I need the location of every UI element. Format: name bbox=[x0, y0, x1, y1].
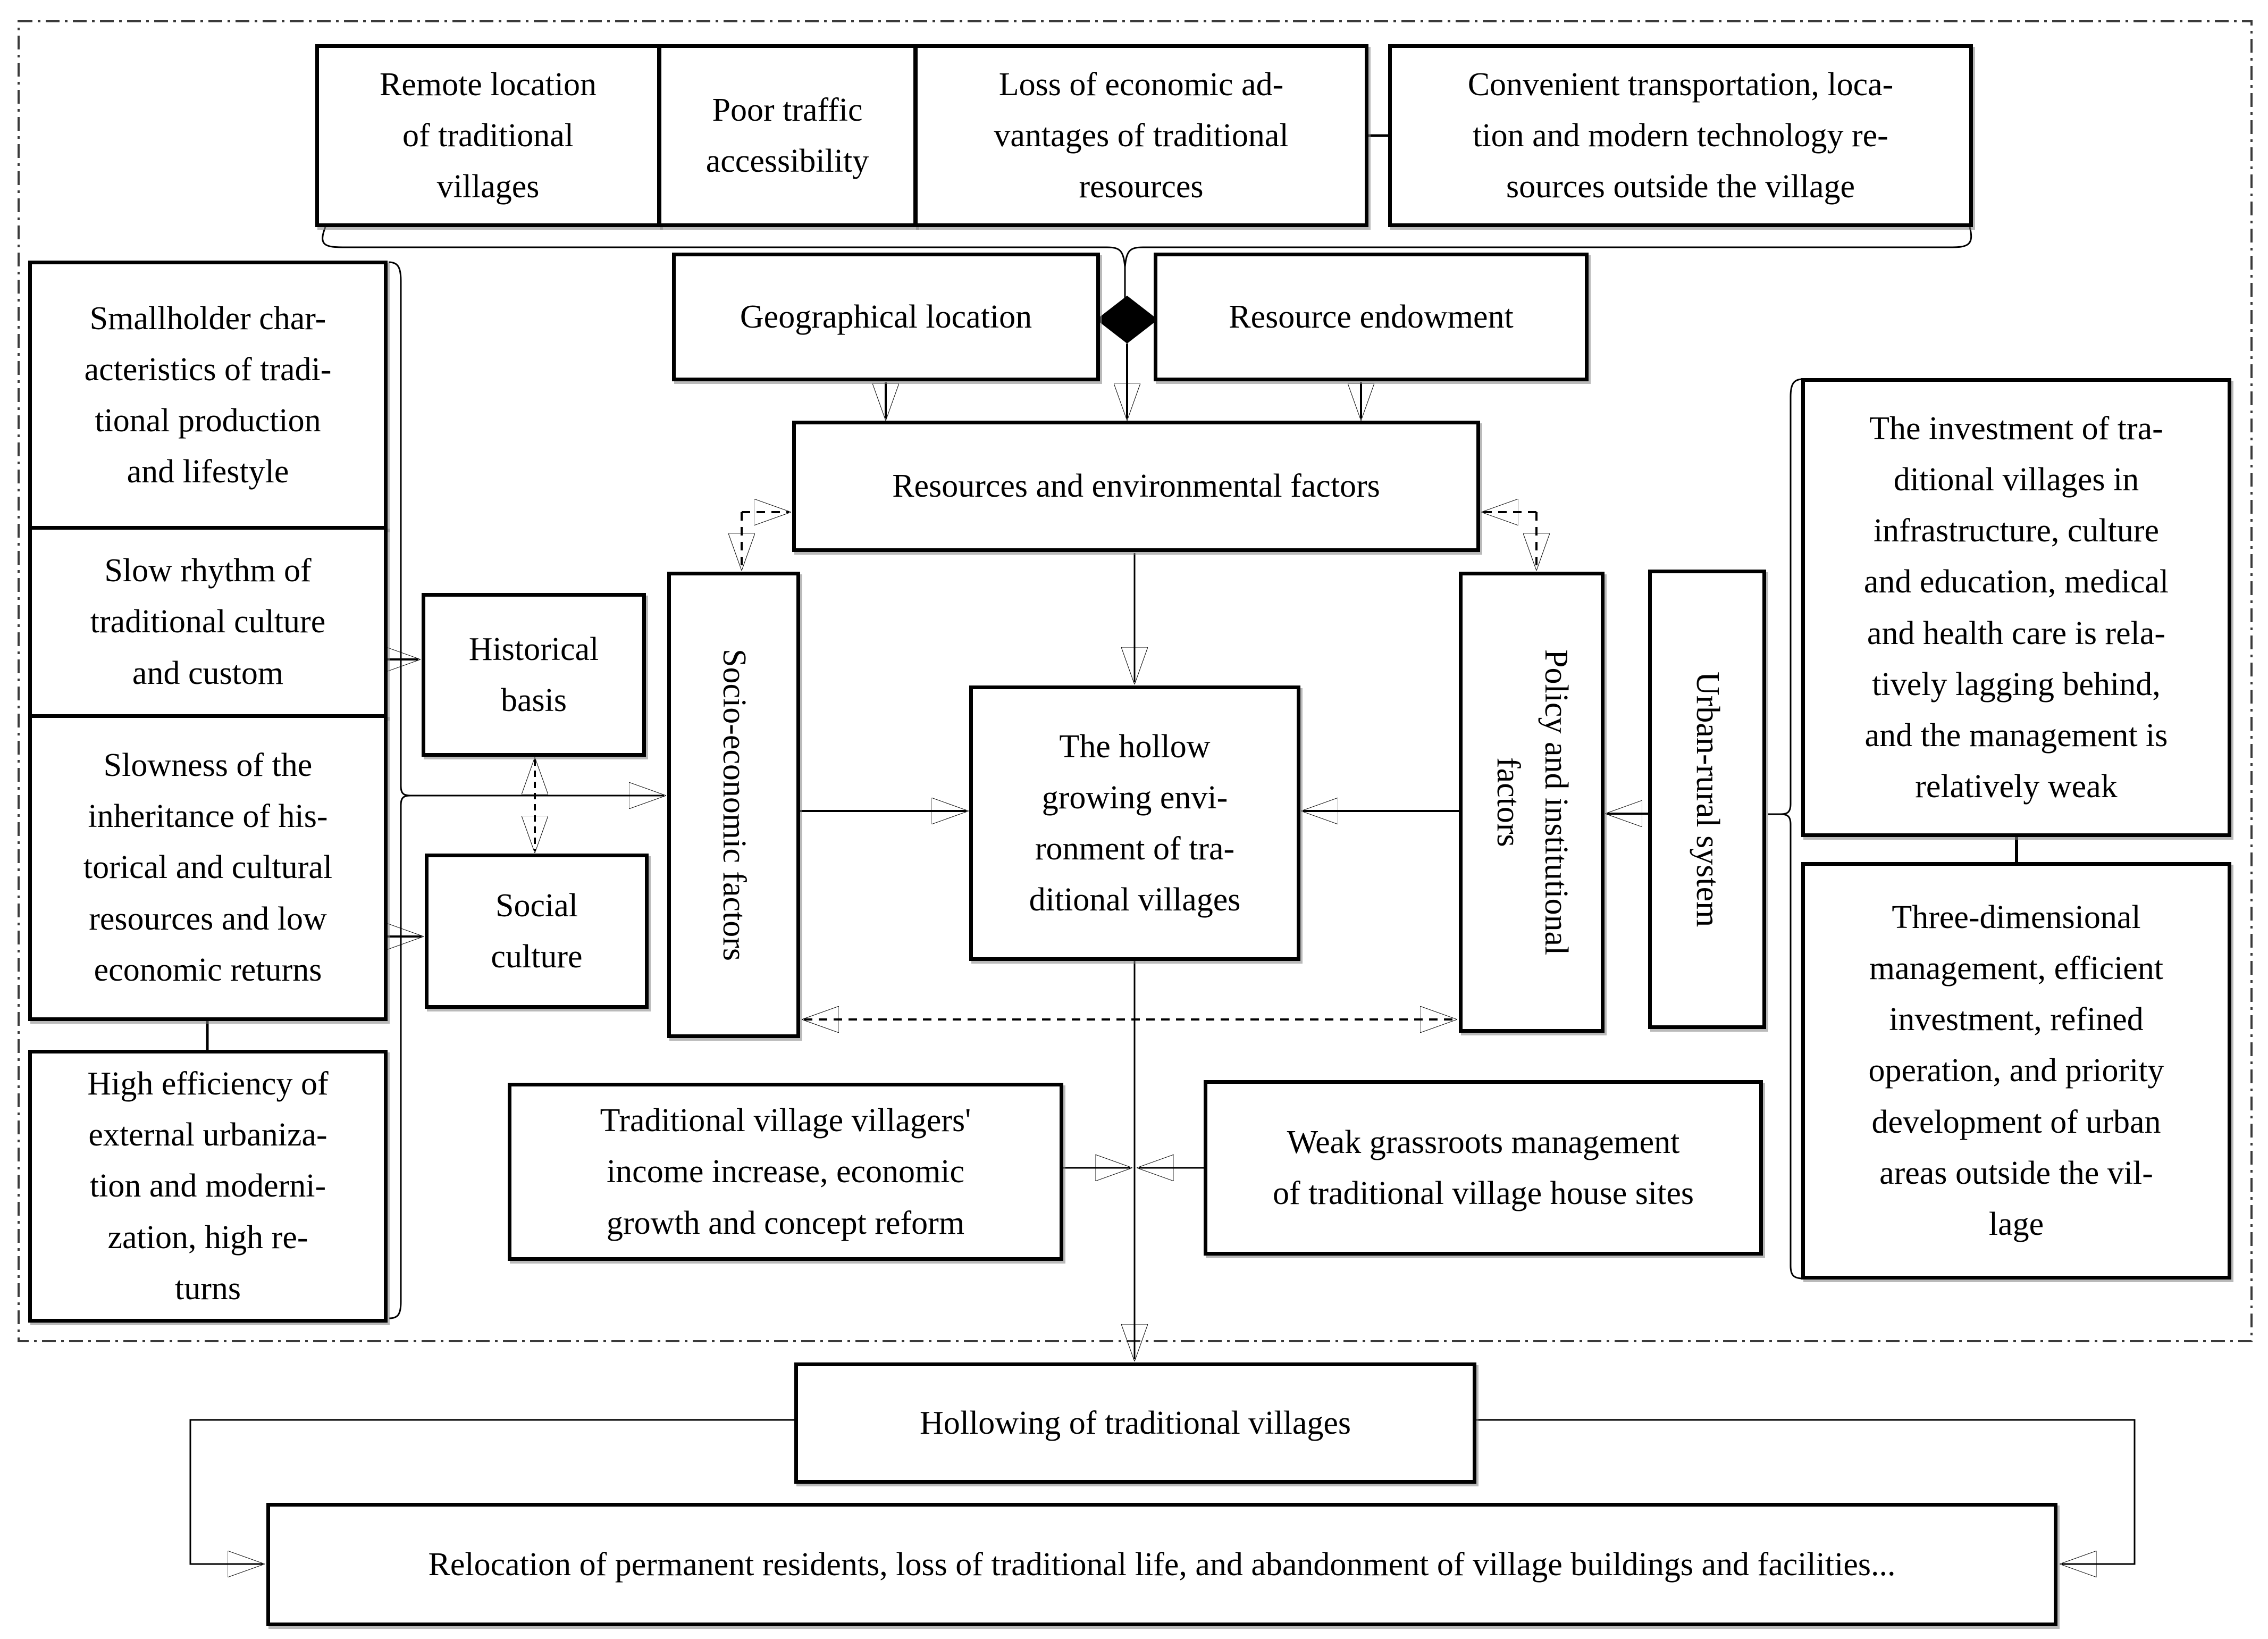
left-column-bracket bbox=[389, 262, 410, 1318]
box-smallholder-characteristics: Smallholder char- acteristics of tradi- tional production and lifestyle bbox=[28, 261, 388, 530]
box-slowness-inheritance: Slowness of the inheritance of his- torical and cultural resources and low economic returns bbox=[28, 714, 388, 1021]
box-investment-lagging: The investment of tra- ditional villages in infrastructure, culture and education, medical and health care is rela- tively lagging behind, and the management is relatively weak bbox=[1801, 378, 2231, 837]
box-resource-endowment: Resource endowment bbox=[1154, 253, 1589, 381]
top-brace bbox=[323, 227, 1971, 267]
box-loss-economic-advantages: Loss of economic ad- vantages of traditional resources bbox=[914, 44, 1368, 227]
box-urban-rural-system bbox=[1648, 570, 1766, 1029]
box-weak-grassroots: Weak grassroots management of traditional village house sites bbox=[1204, 1080, 1763, 1256]
box-remote-location: Remote location of traditional villages bbox=[315, 44, 661, 227]
box-convenient-transportation: Convenient transportation, loca- tion and modern technology re- sources outside the village bbox=[1388, 44, 1973, 227]
box-social-culture: Social culture bbox=[425, 854, 649, 1009]
socio-economic-factors-label: Socio-economic factors bbox=[716, 648, 752, 961]
box-high-efficiency: High efficiency of external urbaniza- tion and moderni- zation, high re- turns bbox=[28, 1050, 388, 1323]
box-three-dimensional-management: Three-dimensional management, efficient investment, refined operation, and priority development of urban areas outside the vil- lage bbox=[1801, 862, 2231, 1280]
box-resources-environmental-factors: Resources and environmental factors bbox=[792, 421, 1480, 552]
box-slow-rhythm: Slow rhythm of traditional culture and custom bbox=[28, 526, 388, 718]
box-hollowing-villages: Hollowing of traditional villages bbox=[794, 1362, 1476, 1484]
box-socio-economic-factors bbox=[667, 572, 800, 1038]
box-historical-basis: Historical basis bbox=[422, 593, 646, 757]
box-geographical-location: Geographical location bbox=[672, 253, 1100, 381]
diamond-connector-icon bbox=[1096, 296, 1158, 344]
urban-rural-system-label: Urban-rural system bbox=[1689, 671, 1726, 927]
box-villagers-income: Traditional village villagers' income increase, economic growth and concept reform bbox=[508, 1083, 1063, 1261]
box-policy-institutional-factors bbox=[1459, 572, 1605, 1033]
box-relocation-residents: Relocation of permanent residents, loss of traditional life, and abandonment of village buildings and facilities... bbox=[266, 1503, 2057, 1626]
box-poor-traffic: Poor traffic accessibility bbox=[658, 44, 917, 227]
policy-institutional-factors-label: Policy and institutional factors bbox=[1490, 649, 1574, 956]
right-column-bracket bbox=[1781, 379, 1803, 1278]
box-hollow-growing-environment: The hollow growing envi- ronment of tra- ditional villages bbox=[969, 685, 1300, 961]
